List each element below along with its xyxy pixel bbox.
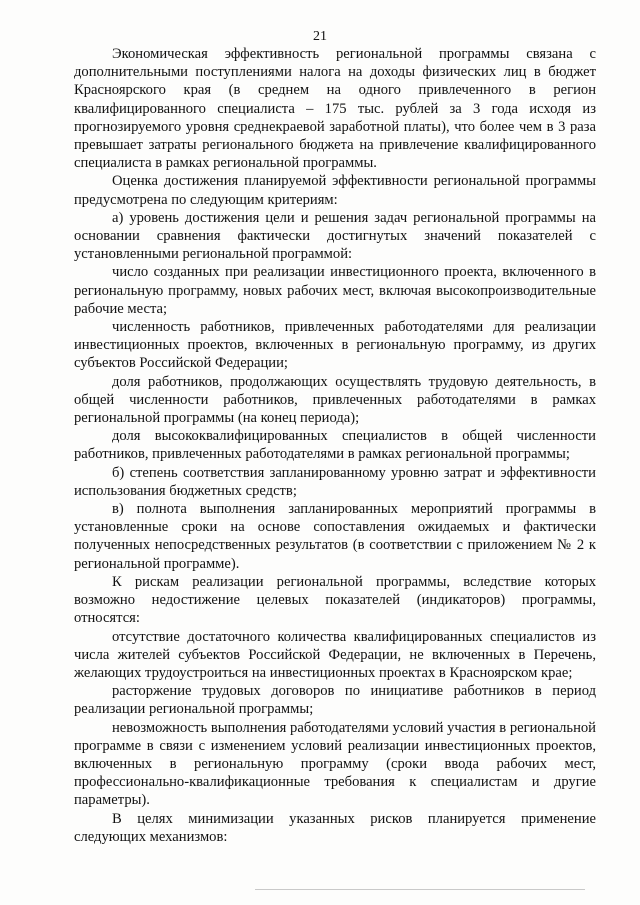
paragraph-indicator-highly-qualified: доля высококвалифицированных специалистов в общей численности работников, привлеченных работодателями в рамках региональной программы;	[74, 428, 596, 463]
paragraph-economic-efficiency: Экономическая эффективность региональной программы связана с дополнительными поступлениями налога на доходы физических лиц в бюджет Красноярского края (в среднем на одного привлеченного в регион квалифицированного специалиста – 175 тыс. рублей за 3 года исходя из прогнозируемого уровня среднекраевой заработной платы), что более чем в 3 раза превышает затраты регионального бюджета на привлечение квалифицированного специалиста в рамках региональной программы.	[74, 46, 596, 172]
paragraph-risk-employer-conditions: невозможность выполнения работодателями условий участия в региональной программе в связи с изменением условий реализации инвестиционных проектов, включенных в региональную программу (сроки ввода рабочих мест, профессионально-квалификационные требования к специалистам и другие параметры).	[74, 719, 596, 809]
scan-artifact-line	[255, 889, 585, 890]
paragraph-evaluation-criteria-intro: Оценка достижения планируемой эффективности региональной программы предусмотрена по следующим критериям:	[74, 173, 596, 208]
paragraph-indicator-jobs: число созданных при реализации инвестиционного проекта, включенного в региональную программу, новых рабочих мест, включая высокопроизводительные рабочие места;	[74, 264, 596, 317]
document-body	[74, 45, 596, 846]
paragraph-risk-mitigation: В целях минимизации указанных рисков планируется применение следующих механизмов:	[74, 810, 596, 845]
paragraph-risk-lack-of-specialists: отсутствие достаточного количества квалифицированных специалистов из числа жителей субъектов Российской Федерации, не включенных в Перечень, желающих трудоустроиться на инвестиционных проектах в Красноярском крае;	[74, 628, 596, 681]
paragraph-indicator-workers: численность работников, привлеченных работодателями для реализации инвестиционных проектов, включенных в региональную программу, из других субъектов Российской Федерации;	[74, 319, 596, 372]
paragraph-criterion-a: а) уровень достижения цели и решения задач региональной программы на основании сравнения фактически достигнутых значений показателей с установленными региональной программой:	[74, 209, 596, 263]
paragraph-criterion-c: в) полнота выполнения запланированных мероприятий программы в установленные сроки на основе сопоставления ожидаемых и фактически полученных непосредственных результатов (в соответствии с приложением № 2 к региональной программе).	[74, 501, 596, 572]
paragraph-risk-contract-termination: расторжение трудовых договоров по инициативе работников в период реализации региональной программы;	[74, 683, 596, 718]
paragraph-indicator-retention: доля работников, продолжающих осуществлять трудовую деятельность, в общей численности работников, привлеченных работодателями в рамках региональной программы (на конец периода);	[74, 373, 596, 427]
paragraph-risks-intro: К рискам реализации региональной программы, вследствие которых возможно недостижение целевых показателей (индикаторов) программы, относятся:	[74, 573, 596, 627]
page-number: 21	[313, 29, 327, 44]
paragraph-criterion-b: б) степень соответствия запланированному уровню затрат и эффективности использования бюджетных средств;	[74, 464, 596, 499]
